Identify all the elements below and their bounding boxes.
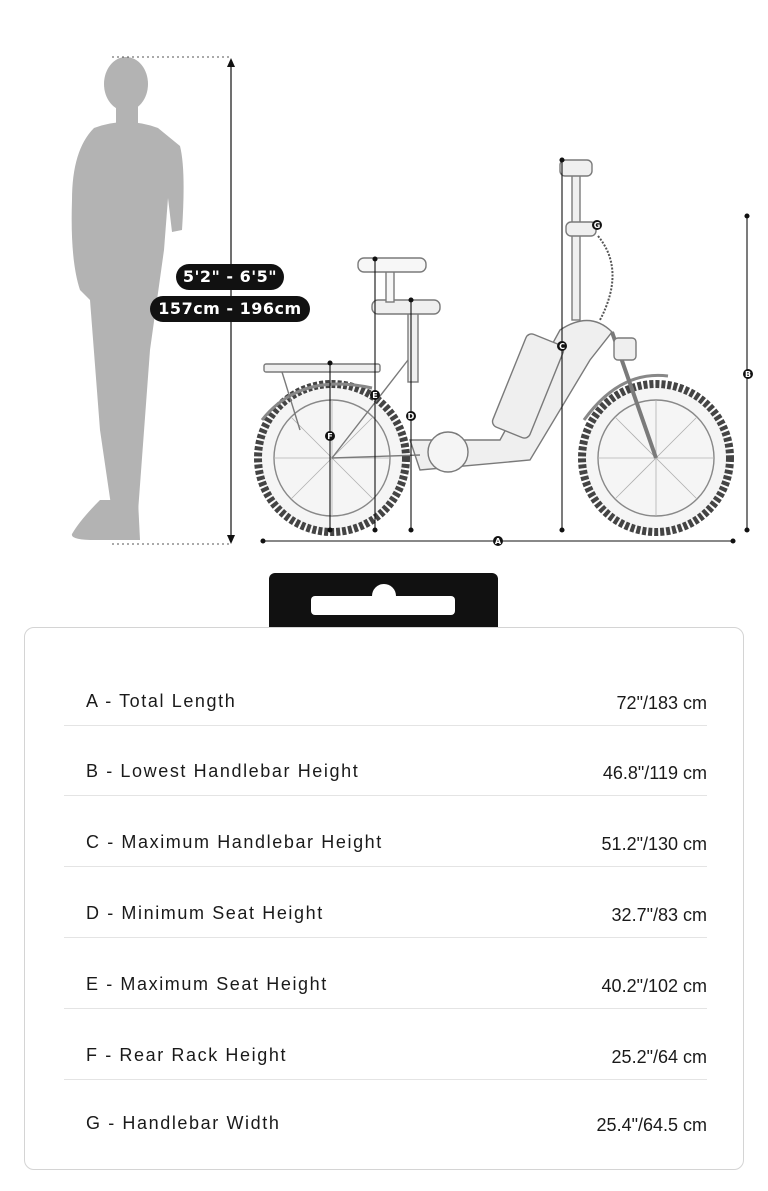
spec-label: C - Maximum Handlebar Height	[86, 832, 383, 852]
row-divider	[64, 937, 707, 938]
svg-text:B: B	[744, 370, 752, 379]
svg-text:G: G	[593, 221, 601, 230]
spec-row-lowest-handlebar-height	[64, 728, 707, 796]
spec-label: G - Handlebar Width	[86, 1113, 281, 1133]
marker-f	[325, 431, 335, 441]
marker-d	[406, 411, 416, 421]
spec-label: A - Total Length	[86, 691, 237, 711]
tab-notch-decoration	[372, 584, 396, 608]
svg-text:E: E	[372, 391, 378, 400]
spec-value: 72"/183 cm	[616, 693, 707, 713]
spec-row-handlebar-width	[64, 1080, 707, 1148]
spec-row-maximum-seat-height	[64, 941, 707, 1009]
spec-label: F - Rear Rack Height	[86, 1045, 288, 1065]
svg-text:F: F	[327, 432, 333, 441]
spec-value: 40.2"/102 cm	[601, 976, 707, 996]
dimension-spec-card	[24, 627, 744, 1170]
spec-value: 25.2"/64 cm	[611, 1047, 707, 1067]
rider-height-imperial-badge: 5'2" - 6'5"	[176, 264, 284, 290]
spec-value: 51.2"/130 cm	[601, 834, 707, 854]
spec-value: 46.8"/119 cm	[602, 763, 707, 783]
spec-value: 25.4"/64.5 cm	[596, 1115, 707, 1135]
row-divider	[64, 1008, 707, 1009]
arrowhead-down	[227, 535, 235, 544]
spec-card-tab	[269, 573, 498, 627]
marker-e	[370, 390, 380, 400]
svg-text:C: C	[559, 342, 565, 351]
marker-c	[557, 341, 567, 351]
svg-text:D: D	[407, 412, 415, 421]
spec-row-minimum-seat-height	[64, 870, 707, 938]
marker-b	[743, 369, 753, 379]
spec-value: 32.7"/83 cm	[611, 905, 707, 925]
row-divider	[64, 725, 707, 726]
spec-label: D - Minimum Seat Height	[86, 903, 324, 923]
spec-label: B - Lowest Handlebar Height	[86, 761, 360, 781]
marker-a	[493, 536, 503, 546]
spec-label: E - Maximum Seat Height	[86, 974, 328, 994]
spec-row-maximum-handlebar-height	[64, 799, 707, 867]
spec-row-total-length	[64, 658, 707, 726]
marker-g	[592, 220, 602, 230]
bike-dimension-diagram	[0, 0, 768, 560]
arrowhead-up	[227, 58, 235, 67]
spec-row-rear-rack-height	[64, 1012, 707, 1080]
row-divider	[64, 795, 707, 796]
rider-height-metric-badge: 157cm - 196cm	[150, 296, 310, 322]
ebike-illustration	[258, 160, 730, 532]
row-divider	[64, 866, 707, 867]
svg-text:A: A	[494, 537, 502, 546]
